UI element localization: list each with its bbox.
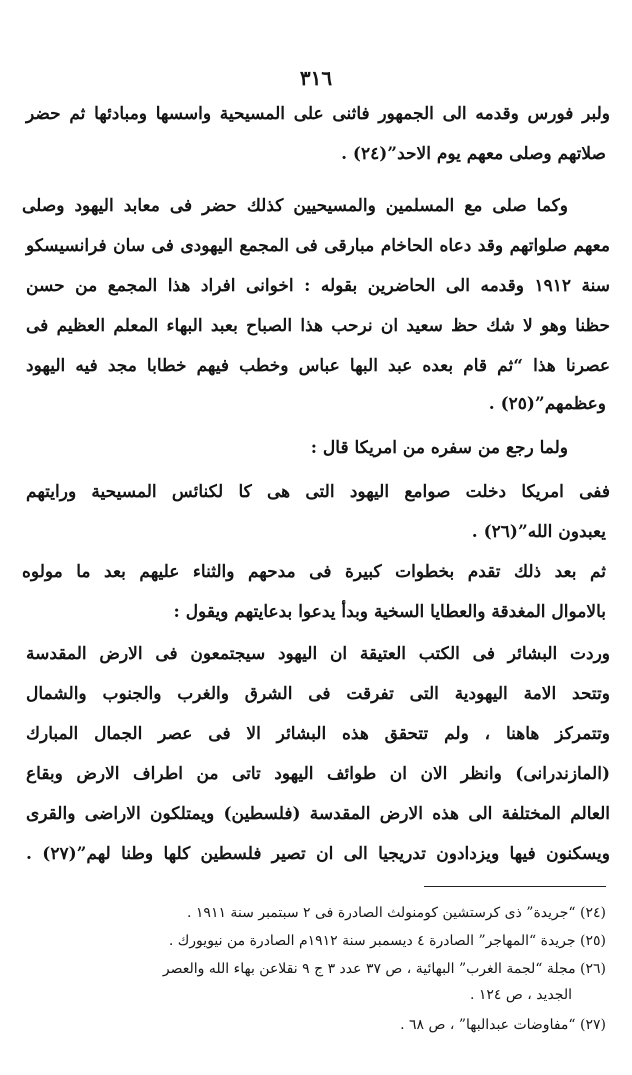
body-line-text: يعبدون الله”(٢٦) . (471, 522, 606, 542)
body-line-text: ويسكنون فيها ويزدادون تدريجيا الى ان تصير فلسطين كلها وطنا لهم”(٢٧) . (26, 844, 610, 864)
footnote-continuation: الجديد ، ص ١٢٤ . (469, 987, 572, 1003)
body-line (26, 834, 610, 874)
body-line (26, 94, 610, 134)
body-line-text: ثم بعد ذلك تقدم بخطوات كبيرة فى مدحهم والثناء عليهم بعد ما مولوه (22, 562, 606, 582)
footnote: (٢٥) جريدة “المهاجر” الصادرة ٤ ديسمبر سنة ١٩١٢م الصادرة من نيويورك . (168, 933, 606, 949)
footnote-divider (424, 886, 606, 887)
body-line-text: وتتحد الامة اليهودية التى تفرقت فى الشرق والغرب والجنوب والشمال (26, 684, 610, 704)
body-line (26, 754, 610, 794)
footnote: (٢٦) مجلة “لجمة الغرب” البهائية ، ص ٣٧ عدد ٣ ج ٩ نقلاعن بهاء الله والعصر (162, 961, 606, 977)
body-line (22, 552, 606, 592)
body-line (26, 346, 610, 386)
body-line (22, 186, 568, 226)
footnote: (٢٧) “مفاوضات عبدالبها” ، ص ٦٨ . (400, 1017, 606, 1033)
body-line (16, 592, 606, 632)
body-line-text: ففى امريكا دخلت صوامع اليهود التى هى كا لكنائس المسيحية ورايتهم (26, 482, 610, 502)
page-number: ٣١٦ (299, 66, 333, 90)
body-line-text: حظنا وهو لا شك حظ سعيد ان نرحب هذا الصباح بعبد البهاء المعلم العظيم فى (26, 316, 610, 336)
body-line (22, 428, 568, 468)
body-line-text: ولبر فورس وقدمه الى الجمهور فاثنى على المسيحية واسسها ومبادئها ثم حضر (26, 104, 610, 124)
body-line (16, 134, 606, 174)
body-line-text: عصرنا هذا “ثم قام بعده عبد البها عباس وخطب فيهم خطابا مجد فيه اليهود (26, 356, 610, 376)
body-line (26, 472, 610, 512)
body-line-text: وكما صلى مع المسلمين والمسيحيين كذلك حضر فى معابد اليهود وصلى (22, 196, 568, 216)
body-line (16, 384, 606, 424)
body-line (26, 714, 610, 754)
body-line-text: (المازندرانى) وانظر الان ان طوائف اليهود تاتى من اطراف الارض وبقاع (26, 764, 610, 784)
body-line-text: وردت البشائر فى الكتب العتيقة ان اليهود سيجتمعون فى الارض المقدسة (26, 644, 610, 664)
body-line-text: العالم المختلفة الى هذه الارض المقدسة (فلسطين) ويمتلكون الاراضى والقرى (26, 804, 610, 824)
body-line (16, 512, 606, 552)
body-line (26, 226, 610, 266)
body-line-text: بالاموال المغدقة والعطايا السخية وبدأ يدعوا بدعايتهم ويقول : (173, 602, 606, 622)
body-line (26, 634, 610, 674)
footnote: (٢٤) “جريدة” ذى كرستشين كومنولث الصادرة فى ٢ سبتمبر سنة ١٩١١ . (187, 905, 606, 921)
body-line (26, 266, 610, 306)
body-line-text: ولما رجع من سفره من امريكا قال : (310, 438, 568, 458)
body-line (26, 674, 610, 714)
body-line-text: معهم صلواتهم وقد دعاه الحاخام مبارقى فى المجمع اليهودى فى سان فرانسيسكو (26, 236, 610, 256)
body-line (26, 306, 610, 346)
body-line-text: صلاتهم وصلى معهم يوم الاحد”(٢٤) . (341, 144, 606, 164)
body-line (26, 794, 610, 834)
body-line-text: وتتمركز هاهنا ، ولم تتحقق هذه البشائر الا فى عصر الجمال المبارك (26, 724, 610, 744)
body-line-text: سنة ١٩١٢ وقدمه الى الحاضرين بقوله : اخوانى افراد هذا المجمع من حسن (26, 276, 610, 296)
body-line-text: وعظمهم”(٢٥) . (488, 394, 606, 414)
